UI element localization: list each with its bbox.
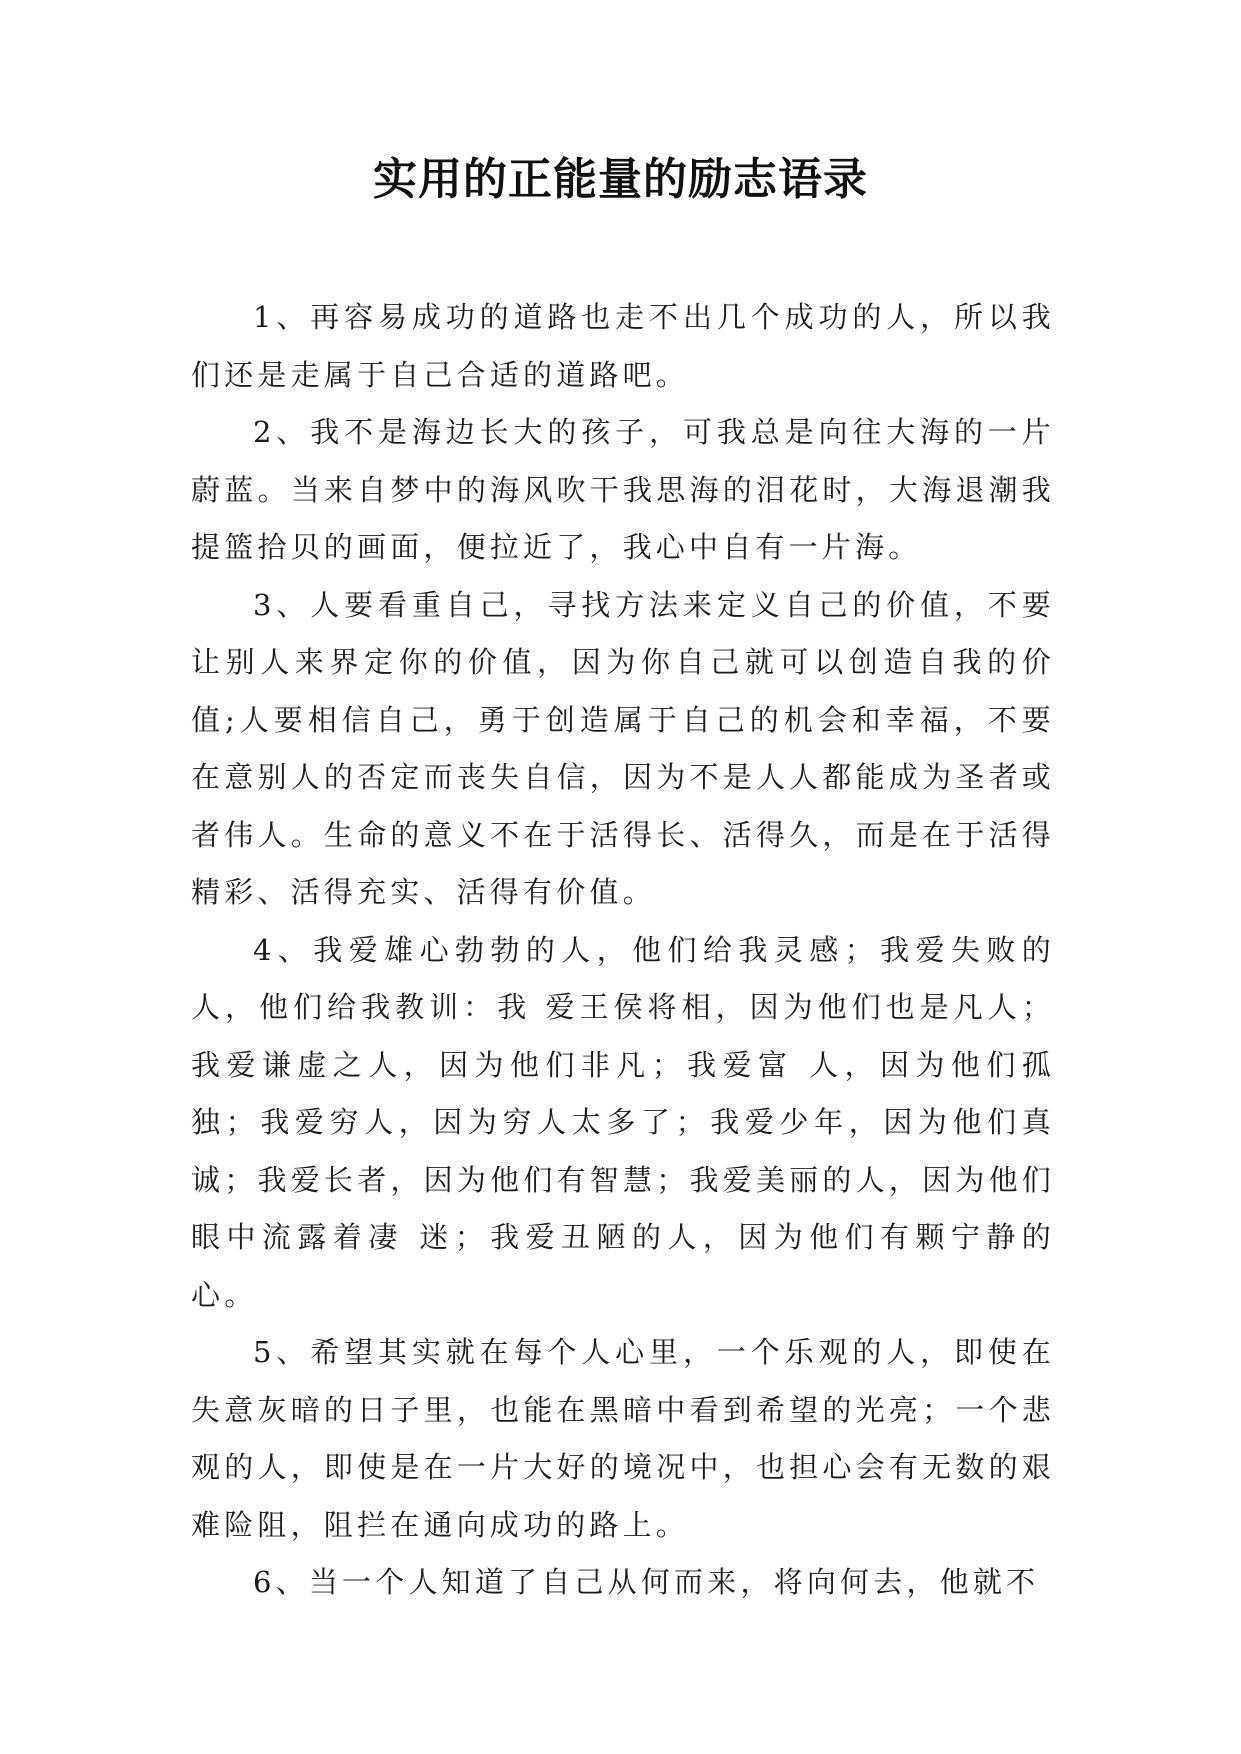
paragraph-4: 4、我爱雄心勃勃的人，他们给我灵感；我爱失败的人，他们给我教训：我 爱王侯将相，因为他们也是凡人；我爱谦虚之人，因为他们非凡；我爱富 人，因为他们孤独；我爱穷人，因为穷人太多了；我爱少年，因为他们真 诚；我爱长者，因为他们有智慧；我爱美丽的人，因为他们眼中流露着凄 迷；我爱丑陋的人，因为他们有颗宁静的心。	[191, 932, 1055, 1312]
paragraph-3: 3、人要看重自己，寻找方法来定义自己的价值，不要让别人来界定你的价值，因为你自己就可以创造自我的价值;人要相信自己，勇于创造属于自己的机会和幸福，不要在意别人的否定而丧失自信，因为不是人人都能成为圣者或者伟人。生命的意义不在于活得长、活得久，而是在于活得精彩、活得充实、活得有价值。	[191, 587, 1055, 909]
paragraph-1: 1、再容易成功的道路也走不出几个成功的人，所以我们还是走属于自己合适的道路吧。	[191, 300, 1055, 392]
document-body	[191, 289, 1055, 1612]
paragraph-6: 6、当一个人知道了自己从何而来，将向何去，他就不	[253, 1565, 1040, 1599]
paragraph-5: 5、希望其实就在每个人心里，一个乐观的人，即使在失意灰暗的日子里，也能在黑暗中看到希望的光亮；一个悲观的人，即使是在一片大好的境况中，也担心会有无数的艰难险阻，阻拦在通向成功的路上。	[191, 1335, 1055, 1542]
paragraph-2: 2、我不是海边长大的孩子，可我总是向往大海的一片蔚蓝。当来自梦中的海风吹干我思海的泪花时，大海退潮我提篮拾贝的画面，便拉近了，我心中自有一片海。	[191, 415, 1055, 564]
document-title: 实用的正能量的励志语录	[373, 154, 868, 205]
